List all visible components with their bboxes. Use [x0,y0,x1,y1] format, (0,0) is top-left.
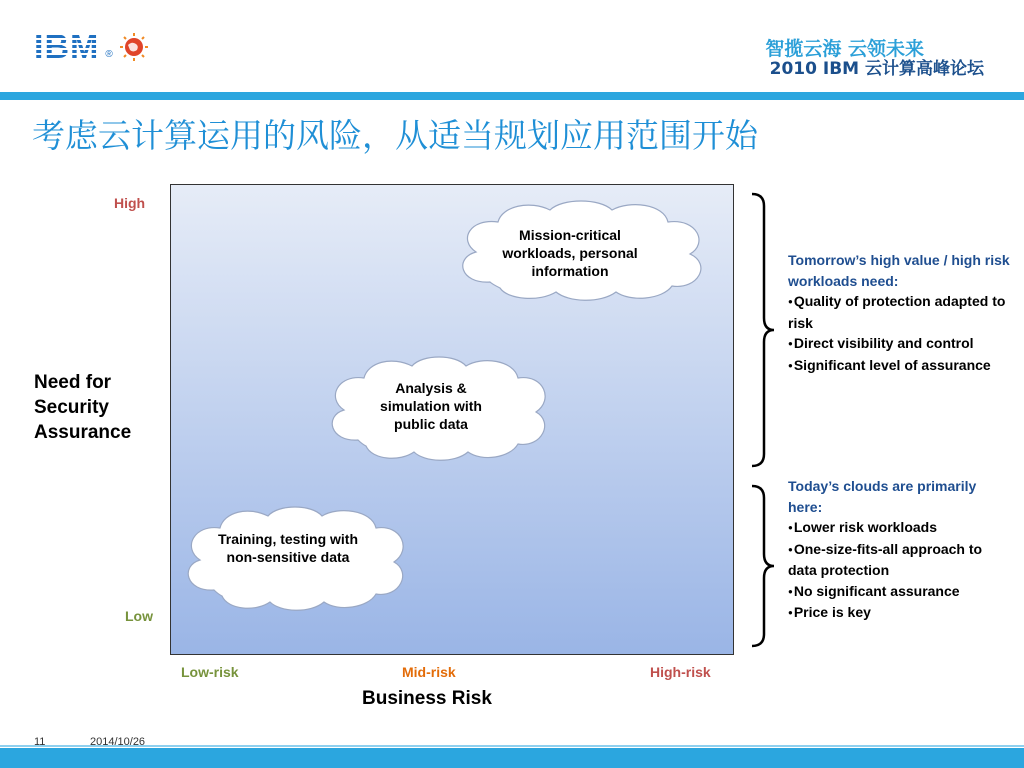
header-band [0,92,1024,100]
list-item: ● Lower risk workloads [788,517,1010,539]
globe-icon [119,32,149,62]
list-item: ● Price is key [788,602,1010,624]
cloud-label-mission-critical: Mission-critical workloads, personal information [502,227,638,279]
footer-accent-line [0,745,1024,747]
registered-mark: ® [105,49,113,60]
list-item: ● No significant assurance [788,581,1010,603]
note-today-list [788,517,1010,624]
note-tomorrow-list [788,291,1010,376]
page-number: 11 [34,736,46,748]
brace-today [746,484,776,648]
y-low-label: Low [125,608,153,624]
slide-title: 考虑云计算运用的风险，从适当规划应用范围开始 [32,116,758,155]
x-mid-label: Mid-risk [402,664,456,680]
ibm-logo-text: IBM [34,28,100,66]
x-high-label: High-risk [650,664,711,680]
list-item: ● One-size-fits-all approach to data protection [788,539,1010,581]
note-tomorrow-heading: Tomorrow’s high value / high risk workloads need: [788,252,1010,289]
ibm-logo [34,30,149,64]
y-axis-label: Need for Security Assurance [34,372,132,443]
forum-name: 2010 IBM 云计算高峰论坛 [769,59,984,79]
slogan: 智揽云海 云领未来 [765,38,924,60]
footer-band [0,748,1024,768]
x-low-label: Low-risk [181,664,239,680]
y-high-label: High [114,195,146,211]
cloud-label-training: Training, testing with non-sensitive data [218,531,358,565]
x-axis-label: Business Risk [362,688,492,709]
list-item: ● Direct visibility and control [788,333,1010,355]
brace-tomorrow [746,192,776,468]
note-tomorrow [788,250,1010,376]
note-today-heading: Today’s clouds are primarily here: [788,478,977,515]
list-item: ● Significant level of assurance [788,355,1010,377]
note-today [788,476,1010,624]
list-item: ● Quality of protection adapted to risk [788,291,1010,333]
cloud-label-analysis: Analysis & simulation with public data [380,380,482,432]
slide-date: 2014/10/26 [90,736,146,748]
